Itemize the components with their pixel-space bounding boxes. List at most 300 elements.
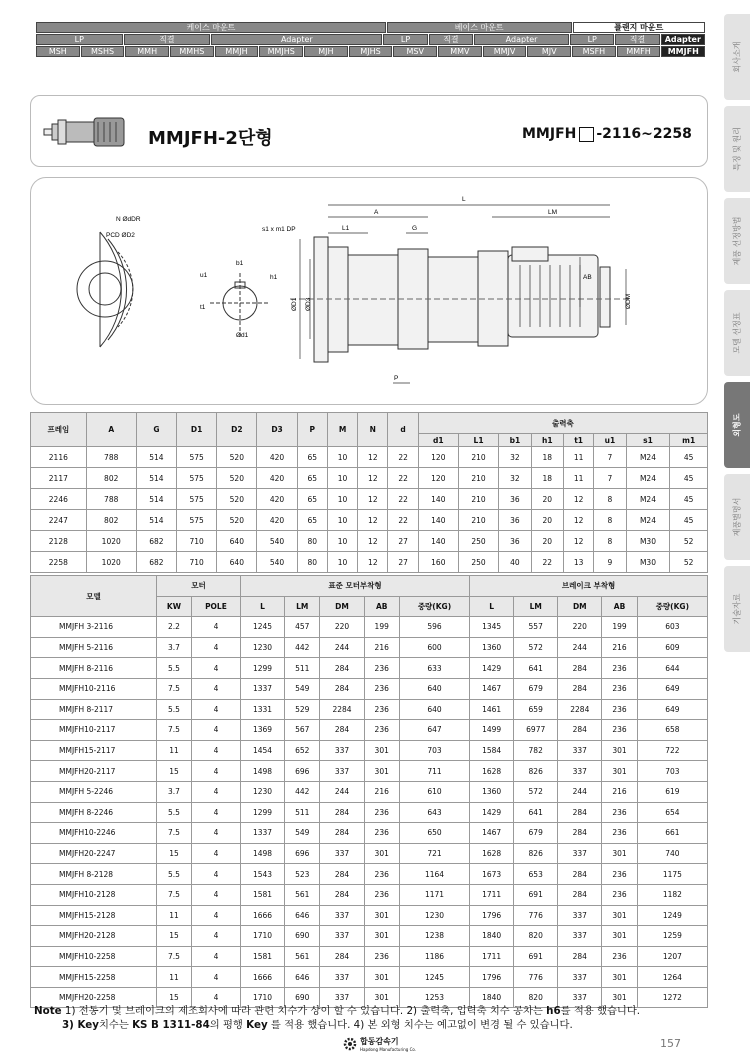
table-cell: MMJFH10-2117 — [31, 720, 157, 741]
table-cell: 5.5 — [157, 802, 192, 823]
table-cell: 10 — [327, 447, 357, 468]
table-cell: 782 — [514, 740, 558, 761]
table-cell: 4 — [191, 843, 240, 864]
label-s1m1: s1 x m1 DP — [262, 226, 296, 233]
table-cell: 703 — [399, 740, 469, 761]
table-cell: 12 — [358, 531, 388, 552]
label-D1: ØD1 — [291, 297, 298, 311]
table-cell: 236 — [364, 802, 399, 823]
nav-model[interactable]: MMV — [438, 46, 482, 57]
nav-base-mount[interactable]: 베이스 마운트 — [387, 22, 572, 33]
table-cell: 1840 — [470, 987, 514, 1008]
table-cell: 337 — [320, 905, 364, 926]
table-row — [31, 740, 708, 761]
table-row — [31, 678, 708, 699]
table-cell: 65 — [297, 447, 327, 468]
table-cell: MMJFH20-2247 — [31, 843, 157, 864]
table-cell: 520 — [217, 468, 257, 489]
table-cell: 284 — [320, 658, 364, 679]
label-D3: ØD3 — [305, 297, 312, 311]
table-row — [31, 531, 708, 552]
model-code: MMJFH -2116~2258 — [522, 126, 692, 142]
table-cell: 2258 — [31, 552, 87, 573]
table-cell: 511 — [285, 658, 320, 679]
nav-model[interactable]: MSFH — [572, 46, 616, 57]
table-cell: 609 — [637, 637, 707, 658]
table-cell: 682 — [136, 531, 176, 552]
table-cell: 236 — [364, 699, 399, 720]
nav-type-lp[interactable]: LP — [570, 34, 614, 45]
table-cell: 7 — [594, 447, 626, 468]
table-row — [31, 658, 708, 679]
table-cell: 140 — [418, 510, 458, 531]
table-cell: 561 — [285, 884, 320, 905]
table-cell: MMJFH 3-2116 — [31, 617, 157, 638]
table-cell: 4 — [191, 740, 240, 761]
table-cell: 420 — [257, 468, 297, 489]
table-cell: 2284 — [558, 699, 602, 720]
table-cell: M30 — [626, 552, 670, 573]
table-cell: 1245 — [240, 617, 284, 638]
table-cell: 4 — [191, 781, 240, 802]
table-cell: 1429 — [470, 658, 514, 679]
table-cell: 284 — [320, 802, 364, 823]
table-cell: 679 — [514, 823, 558, 844]
table-cell: 18 — [531, 468, 563, 489]
table-cell: 236 — [602, 658, 637, 679]
table-cell: 1584 — [470, 740, 514, 761]
label-ndr: N ØdDR — [116, 216, 141, 223]
table-cell: 40 — [499, 552, 531, 573]
label-u1: u1 — [200, 272, 208, 279]
side-tab[interactable]: 회사소개 — [724, 14, 750, 100]
nav-model[interactable]: MJV — [527, 46, 571, 57]
table-cell: MMJFH10-2258 — [31, 946, 157, 967]
table-cell: 284 — [320, 823, 364, 844]
table-cell: 575 — [177, 447, 217, 468]
table-cell: 1581 — [240, 946, 284, 967]
table-cell: 703 — [637, 761, 707, 782]
side-tab[interactable]: 제품 선정방법 — [724, 198, 750, 284]
table-cell: 301 — [602, 967, 637, 988]
table-cell: 4 — [191, 761, 240, 782]
table-cell: 1429 — [470, 802, 514, 823]
table-cell: 120 — [418, 447, 458, 468]
table-cell: 575 — [177, 510, 217, 531]
table-cell: M24 — [626, 468, 670, 489]
table-cell: 1498 — [240, 843, 284, 864]
table-cell: 337 — [320, 926, 364, 947]
table-cell: 2246 — [31, 489, 87, 510]
table-cell: 32 — [499, 447, 531, 468]
table-row — [31, 552, 708, 573]
nav-model[interactable]: MMJH — [215, 46, 259, 57]
table-cell: 1299 — [240, 658, 284, 679]
table-cell: 1796 — [470, 905, 514, 926]
table-cell: 236 — [602, 802, 637, 823]
nav-type-adapter[interactable]: Adapter — [474, 34, 569, 45]
label-a: A — [374, 209, 379, 216]
table-cell: 654 — [637, 802, 707, 823]
table-cell: 1264 — [637, 967, 707, 988]
table-cell: 690 — [285, 926, 320, 947]
table-row — [31, 905, 708, 926]
table-cell: 420 — [257, 510, 297, 531]
table-cell: 4 — [191, 699, 240, 720]
table-cell: 644 — [637, 658, 707, 679]
table-cell: 572 — [514, 781, 558, 802]
table-cell: 650 — [399, 823, 469, 844]
table-cell: 301 — [364, 740, 399, 761]
table-cell: 646 — [285, 967, 320, 988]
table-cell: MMJFH 8-2116 — [31, 658, 157, 679]
table-cell: 659 — [514, 699, 558, 720]
table-cell: 20 — [531, 510, 563, 531]
table-cell: 640 — [399, 699, 469, 720]
table-row — [31, 510, 708, 531]
table-cell: 4 — [191, 864, 240, 885]
table-cell: 9 — [594, 552, 626, 573]
label-lm: LM — [548, 209, 558, 216]
table-cell: 1628 — [470, 761, 514, 782]
table-cell: 20 — [531, 531, 563, 552]
table-cell: 1020 — [86, 552, 136, 573]
table-cell: 1230 — [399, 905, 469, 926]
table-cell: 1337 — [240, 678, 284, 699]
table-cell: 1175 — [637, 864, 707, 885]
table-cell: 529 — [285, 699, 320, 720]
table-cell: 1230 — [240, 637, 284, 658]
table-cell: 710 — [177, 552, 217, 573]
table-cell: 199 — [602, 617, 637, 638]
table-cell: 5.5 — [157, 864, 192, 885]
table-cell: 788 — [86, 489, 136, 510]
table-cell: 36 — [499, 489, 531, 510]
table-subheader-row: d1 L1 b1 h1 t1 u1 s1 m1 — [31, 434, 708, 447]
table-cell: 1711 — [470, 946, 514, 967]
table-cell: 1331 — [240, 699, 284, 720]
frame-dimension-table — [30, 412, 708, 573]
table-cell: 1498 — [240, 761, 284, 782]
table-cell: 1710 — [240, 926, 284, 947]
table-cell: 4 — [191, 987, 240, 1008]
table-cell: 301 — [364, 761, 399, 782]
table-cell: 2284 — [320, 699, 364, 720]
table-cell: 820 — [514, 987, 558, 1008]
nav-type-direct[interactable]: 직결 — [124, 34, 211, 45]
table-cell: 236 — [364, 720, 399, 741]
nav-model[interactable]: MSHS — [81, 46, 125, 57]
table-cell: 1666 — [240, 905, 284, 926]
nav-model[interactable]: MMHS — [170, 46, 214, 57]
nav-model[interactable]: MMFH — [617, 46, 661, 57]
table-cell: MMJFH 5-2246 — [31, 781, 157, 802]
table-cell: 250 — [458, 552, 498, 573]
table-cell: M24 — [626, 510, 670, 531]
table-cell: MMJFH20-2117 — [31, 761, 157, 782]
table-cell: 7 — [594, 468, 626, 489]
table-cell: 4 — [191, 905, 240, 926]
table-cell: 236 — [364, 946, 399, 967]
table-cell: 284 — [320, 720, 364, 741]
table-cell: 236 — [602, 946, 637, 967]
table-cell: 1461 — [470, 699, 514, 720]
nav-model[interactable]: MMJV — [483, 46, 527, 57]
table-cell: 820 — [514, 926, 558, 947]
page-title: MMJFH-2단형 — [148, 128, 273, 149]
table-cell: 216 — [602, 637, 637, 658]
nav-case-mount[interactable]: 케이스 마운트 — [36, 22, 386, 33]
table-cell: 4 — [191, 967, 240, 988]
label-d1: Ød1 — [236, 332, 249, 339]
table-cell: 710 — [177, 531, 217, 552]
side-tabs — [724, 14, 750, 658]
nav-model[interactable]: MSV — [393, 46, 437, 57]
table-cell: 284 — [320, 864, 364, 885]
table-row — [31, 864, 708, 885]
table-header-row: 모델 모터 표준 모터부착형 브레이크 부착형 — [31, 576, 708, 597]
table-cell: 216 — [602, 781, 637, 802]
table-cell: MMJFH15-2128 — [31, 905, 157, 926]
table-cell: 442 — [285, 637, 320, 658]
table-cell: 337 — [558, 843, 602, 864]
table-cell: 567 — [285, 720, 320, 741]
table-cell: 1272 — [637, 987, 707, 1008]
label-g: G — [412, 225, 418, 232]
table-cell: 696 — [285, 843, 320, 864]
table-cell: 1164 — [399, 864, 469, 885]
table-cell: 1796 — [470, 967, 514, 988]
table-cell: 514 — [136, 510, 176, 531]
table-cell: 337 — [558, 740, 602, 761]
table-cell: 140 — [418, 531, 458, 552]
table-cell: 658 — [637, 720, 707, 741]
table-cell: 65 — [297, 468, 327, 489]
nav-type-direct[interactable]: 직결 — [615, 34, 659, 45]
label-l1: L1 — [342, 225, 350, 232]
table-cell: 12 — [358, 489, 388, 510]
table-cell: 284 — [558, 802, 602, 823]
label-l: L — [462, 196, 466, 203]
table-cell: MMJFH 8-2117 — [31, 699, 157, 720]
table-cell: 1238 — [399, 926, 469, 947]
side-tab[interactable]: 모델 선정표 — [724, 290, 750, 376]
table-row — [31, 761, 708, 782]
table-cell: 1299 — [240, 802, 284, 823]
table-cell: 301 — [602, 987, 637, 1008]
table-row — [31, 489, 708, 510]
table-cell: 802 — [86, 510, 136, 531]
table-cell: 4 — [191, 926, 240, 947]
side-tab[interactable]: 특징 및 원리 — [724, 106, 750, 192]
table-cell: 420 — [257, 447, 297, 468]
table-cell: 12 — [358, 468, 388, 489]
table-cell: 36 — [499, 510, 531, 531]
table-cell: 80 — [297, 552, 327, 573]
table-cell: 520 — [217, 489, 257, 510]
page-number: 157 — [660, 1037, 681, 1050]
side-tab[interactable]: 기술자료 — [724, 566, 750, 652]
table-cell: 1628 — [470, 843, 514, 864]
table-cell: 619 — [637, 781, 707, 802]
table-cell: 643 — [399, 802, 469, 823]
table-cell: MMJFH10-2116 — [31, 678, 157, 699]
side-tab-active[interactable]: 외형도 — [724, 382, 750, 468]
dimension-drawing — [30, 177, 708, 405]
label-DM: ØDM — [625, 293, 632, 309]
nav-type-adapter[interactable]: Adapter — [661, 34, 705, 45]
table-cell: 1337 — [240, 823, 284, 844]
table-cell: MMJFH 8-2128 — [31, 864, 157, 885]
table-cell: 337 — [320, 740, 364, 761]
table-cell: 722 — [637, 740, 707, 761]
table-cell: 337 — [320, 761, 364, 782]
table-cell: 15 — [157, 926, 192, 947]
nav-mount-row — [36, 22, 706, 33]
table-cell: 7.5 — [157, 678, 192, 699]
table-cell: 690 — [285, 987, 320, 1008]
table-cell: 236 — [364, 884, 399, 905]
table-cell: 140 — [418, 489, 458, 510]
table-cell: 641 — [514, 658, 558, 679]
nav-type-lp[interactable]: LP — [36, 34, 123, 45]
table-cell: 65 — [297, 510, 327, 531]
table-cell: 420 — [257, 489, 297, 510]
company-logo: 합동감속기 Hapdong Manufacturing Co. — [343, 1036, 416, 1052]
table-cell: 511 — [285, 802, 320, 823]
table-cell: 65 — [297, 489, 327, 510]
table-subheader-row: KW POLE L LM DM AB 중량(KG) L LM DM AB 중량(KG) — [31, 596, 708, 617]
gear-icon — [343, 1037, 357, 1051]
table-cell: 284 — [558, 864, 602, 885]
table-cell: 284 — [558, 720, 602, 741]
nav-model[interactable]: MSH — [36, 46, 80, 57]
table-cell: 603 — [637, 617, 707, 638]
table-cell: 4 — [191, 823, 240, 844]
table-cell: 776 — [514, 905, 558, 926]
table-cell: MMJFH 5-2116 — [31, 637, 157, 658]
table-cell: 284 — [320, 678, 364, 699]
table-cell: 284 — [558, 658, 602, 679]
table-cell: M24 — [626, 489, 670, 510]
table-cell: 27 — [388, 531, 418, 552]
table-cell: 540 — [257, 552, 297, 573]
table-cell: 301 — [602, 740, 637, 761]
nav-model[interactable]: MJHS — [349, 46, 393, 57]
table-cell: 1207 — [637, 946, 707, 967]
nav-model[interactable]: MMH — [125, 46, 169, 57]
model-dimension-table — [30, 575, 708, 1008]
table-cell: 5.5 — [157, 699, 192, 720]
table-cell: 11 — [563, 468, 593, 489]
table-cell: 244 — [558, 781, 602, 802]
nav-type-adapter[interactable]: Adapter — [211, 34, 382, 45]
table-cell: 2.2 — [157, 617, 192, 638]
nav-model-selected[interactable]: MMJFH — [661, 46, 705, 57]
table-cell: 301 — [602, 926, 637, 947]
table-cell: 337 — [320, 987, 364, 1008]
table-cell: 549 — [285, 823, 320, 844]
table-cell: 45 — [670, 447, 708, 468]
table-row — [31, 720, 708, 741]
table-cell: 557 — [514, 617, 558, 638]
nav-model[interactable]: MMJHS — [259, 46, 303, 57]
table-cell: 301 — [602, 843, 637, 864]
nav-type-lp[interactable]: LP — [383, 34, 427, 45]
table-cell: 826 — [514, 843, 558, 864]
table-cell: 216 — [364, 637, 399, 658]
table-row — [31, 447, 708, 468]
table-row — [31, 946, 708, 967]
table-cell: 220 — [558, 617, 602, 638]
table-cell: 1345 — [470, 617, 514, 638]
table-cell: 45 — [670, 468, 708, 489]
table-cell: MMJFH20-2258 — [31, 987, 157, 1008]
table-cell: 12 — [563, 489, 593, 510]
table-row — [31, 637, 708, 658]
table-cell: 301 — [602, 905, 637, 926]
table-cell: 15 — [157, 987, 192, 1008]
table-cell: 337 — [558, 987, 602, 1008]
table-cell: 6977 — [514, 720, 558, 741]
nav-flange-mount[interactable]: 플랜지 마운트 — [573, 22, 705, 33]
table-cell: 514 — [136, 468, 176, 489]
table-cell: 337 — [558, 926, 602, 947]
table-cell: 4 — [191, 678, 240, 699]
table-cell: 284 — [558, 884, 602, 905]
table-cell: 10 — [327, 552, 357, 573]
table-cell: 1245 — [399, 967, 469, 988]
table-cell: 8 — [594, 531, 626, 552]
table-cell: 523 — [285, 864, 320, 885]
table-cell: 740 — [637, 843, 707, 864]
table-cell: 210 — [458, 489, 498, 510]
table-cell: 20 — [531, 489, 563, 510]
table-cell: MMJFH15-2258 — [31, 967, 157, 988]
nav-type-row — [36, 34, 706, 45]
table-cell: 1020 — [86, 531, 136, 552]
table-cell: 1840 — [470, 926, 514, 947]
table-cell: 236 — [602, 864, 637, 885]
table-cell: 4 — [191, 658, 240, 679]
table-cell: 12 — [563, 510, 593, 531]
table-cell: 514 — [136, 447, 176, 468]
table-cell: 7.5 — [157, 884, 192, 905]
table-cell: 7.5 — [157, 946, 192, 967]
nav-model-row — [36, 46, 706, 57]
table-cell: 284 — [320, 946, 364, 967]
nav-model[interactable]: MJH — [304, 46, 348, 57]
table-cell: 721 — [399, 843, 469, 864]
table-cell: 12 — [358, 510, 388, 531]
table-cell: 12 — [563, 531, 593, 552]
table-cell: 3.7 — [157, 637, 192, 658]
table-cell: 12 — [358, 447, 388, 468]
table-cell: 4 — [191, 802, 240, 823]
table-cell: 8 — [594, 510, 626, 531]
table-cell: 679 — [514, 678, 558, 699]
table-cell: 160 — [418, 552, 458, 573]
table-header-row: 프레임 A G D1 D2 D3 P M N d 출력축 — [31, 413, 708, 434]
table-cell: 18 — [531, 447, 563, 468]
table-cell: MMJFH10-2246 — [31, 823, 157, 844]
table-cell: 11 — [563, 447, 593, 468]
table-cell: 4 — [191, 617, 240, 638]
nav-type-direct[interactable]: 직결 — [429, 34, 473, 45]
table-cell: 649 — [637, 699, 707, 720]
table-cell: 572 — [514, 637, 558, 658]
side-tab[interactable]: 제품별명서 — [724, 474, 750, 560]
